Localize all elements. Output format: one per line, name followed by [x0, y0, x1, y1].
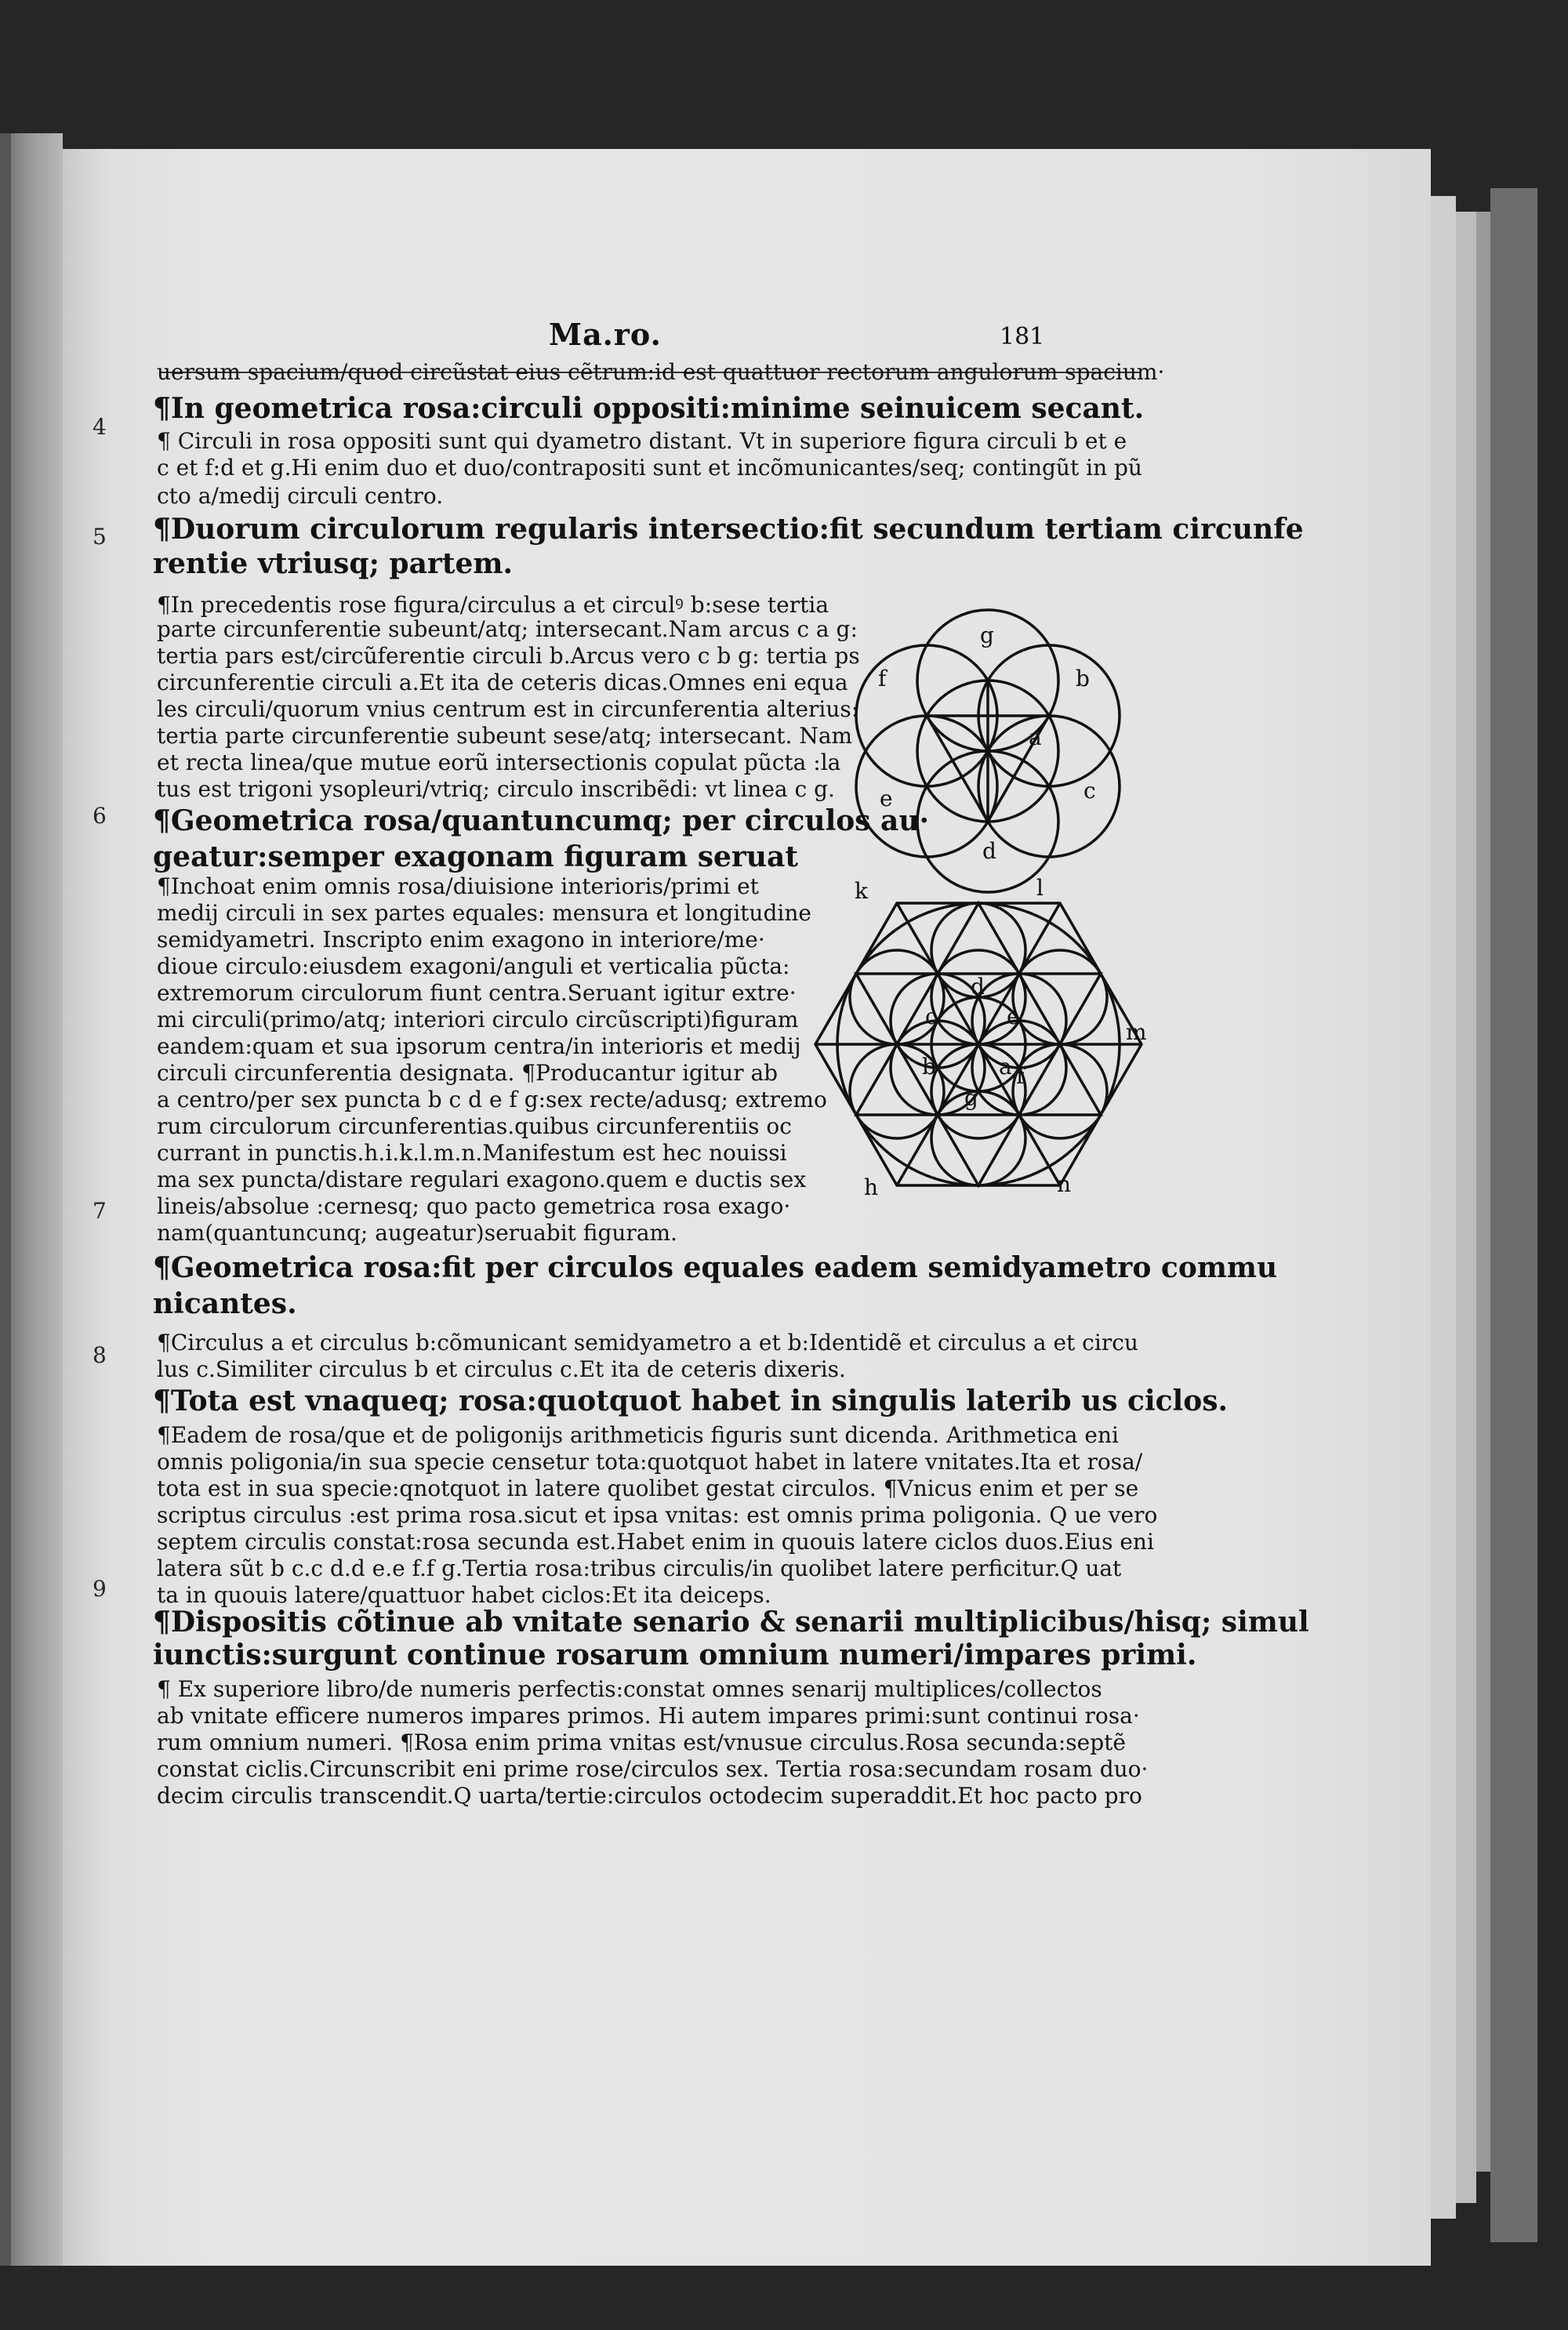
- text-line: tota est in sua specie:qnotquot in latere quolibet gestat circulos. ¶Vnicus enim et per se: [157, 1475, 1139, 1501]
- proposition-line: ¶Dispositis cõtinue ab vnitate senario & senarii multiplicibus/hisq; simul: [153, 1606, 1309, 1639]
- figure-label: a: [1029, 724, 1042, 750]
- text-line: tertia parte circunferentie subeunt sese/atq; intersecant. Nam: [157, 723, 853, 749]
- running-title: Ma.ro.: [549, 317, 662, 352]
- margin-number: 7: [93, 1198, 107, 1224]
- text-line: septem circulis constat:rosa secunda est.Habet enim in quouis latere ciclos duos.Eius eni: [157, 1529, 1154, 1555]
- text-line: tus est trigoni ysopleuri/vtriq; circulo inscribẽdi: vt linea c g.: [157, 776, 835, 802]
- figure-label: f: [1016, 1063, 1025, 1089]
- margin-number: 4: [93, 414, 107, 440]
- text-line: latera sũt b c.c d.d e.e f.f g.Tertia rosa:tribus circulis/in quolibet latere perficitur.Q uat: [157, 1555, 1122, 1581]
- rose-figure-2: [808, 875, 1168, 1207]
- text-line: ¶Inchoat enim omnis rosa/diuisione interioris/primi et: [157, 873, 759, 899]
- page-stack: [1456, 212, 1476, 2203]
- figure-label: g: [964, 1085, 978, 1111]
- proposition-line: geatur:semper exagonam figuram seruat: [153, 840, 799, 873]
- text-line: et recta linea/que mutue eorũ intersectionis copulat pũcta :la: [157, 749, 841, 775]
- binding-edge: [0, 133, 11, 2266]
- figure-label: e: [1007, 1003, 1020, 1029]
- text-line: circuli circunferentia designata. ¶Producantur igitur ab: [157, 1060, 779, 1086]
- margin-number: 5: [93, 524, 107, 550]
- text-line: tertia pars est/circũferentie circuli b.Arcus vero c b g: tertia ps: [157, 643, 860, 669]
- text-line: uersum spacium/quod circũstat eius cẽtrum:id est quattuor rectorum angulorum spacium·: [157, 359, 1165, 385]
- text-line: rum omnium numeri. ¶Rosa enim prima vnitas est/vnusue circulus.Rosa secunda:septẽ: [157, 1729, 1126, 1755]
- text-line: lus c.Similiter circulus b et circulus c.Et ita de ceteris dixeris.: [157, 1356, 846, 1382]
- figure-label: c: [925, 1003, 938, 1029]
- proposition-line: iunctis:surgunt continue rosarum omnium numeri/impares primi.: [153, 1639, 1197, 1671]
- margin-number: 8: [93, 1342, 107, 1368]
- proposition-line: ¶Duorum circulorum regularis intersectio:fit secundum tertiam circunfe: [153, 513, 1304, 546]
- text-line: cto a/medij circuli centro.: [157, 483, 444, 509]
- text-line: rum circulorum circunferentias.quibus circunferentiis oc: [157, 1113, 792, 1139]
- text-line: mi circuli(primo/atq; interiori circulo circũscripti)figuram: [157, 1007, 799, 1033]
- text-line: currant in punctis.h.i.k.l.m.n.Manifestum est hec nouissi: [157, 1140, 787, 1166]
- text-line: omnis poligonia/in sua specie censetur tota:quotquot habet in latere vnitates.Ita et rosa/: [157, 1449, 1143, 1475]
- figure-label: h: [864, 1174, 879, 1200]
- text-line: dioue circulo:eiusdem exagoni/anguli et verticalia pũcta:: [157, 953, 790, 979]
- text-line: lineis/absolue :cernesq; quo pacto gemetrica rosa exago·: [157, 1193, 791, 1219]
- margin-number: 6: [93, 803, 107, 829]
- text-line: circunferentie circuli a.Et ita de ceteris dicas.Omnes eni equa: [157, 670, 848, 695]
- text-line: les circuli/quorum vnius centrum est in circunferentia alterius:: [157, 696, 859, 722]
- text-line: extremorum circulorum fiunt centra.Seruant igitur extre·: [157, 980, 797, 1006]
- text-line: a centro/per sex puncta b c d e f g:sex recte/adusq; extremo: [157, 1087, 827, 1112]
- proposition-line: ¶Geometrica rosa/quantuncumq; per circulos au·: [153, 804, 930, 837]
- figure-label: n: [1057, 1171, 1072, 1197]
- figure-label: c: [1083, 778, 1096, 804]
- rose-figure-1: [823, 604, 1168, 902]
- page-stack: [1476, 212, 1490, 2172]
- book-cover-edge: [1490, 188, 1537, 2242]
- text-line: scriptus circulus :est prima rosa.sicut et ipsa vnitas: est omnis prima poligonia. Q ue vero: [157, 1502, 1158, 1528]
- text-line: ta in quouis latere/quattuor habet ciclos:Et ita deiceps.: [157, 1582, 771, 1608]
- figure-label: g: [980, 622, 994, 648]
- text-line: ab vnitate efficere numeros impares primos. Hi autem impares primi:sunt continui rosa·: [157, 1703, 1140, 1729]
- proposition-line: ¶Tota est vnaqueq; rosa:quotquot habet in singulis laterib us ciclos.: [153, 1385, 1229, 1417]
- figure-label: l: [1036, 875, 1044, 901]
- margin-number: 9: [93, 1576, 107, 1602]
- text-line: semidyametri. Inscripto enim exagono in interiore/me·: [157, 927, 765, 953]
- text-line: ma sex puncta/distare regulari exagono.quem e ductis sex: [157, 1167, 807, 1192]
- text-line: ¶Circulus a et circulus b:cõmunicant semidyametro a et b:Identidẽ et circulus a et circu: [157, 1330, 1138, 1356]
- text-line: decim circulis transcendit.Q uarta/tertie:circulos octodecim superaddit.Et hoc pacto pro: [157, 1783, 1142, 1809]
- text-line: nam(quantuncunq; augeatur)seruabit figuram.: [157, 1220, 677, 1246]
- figure-label: b: [1076, 666, 1090, 691]
- proposition-line: rentie vtriusq; partem.: [153, 547, 514, 580]
- proposition-line: ¶In geometrica rosa:circuli oppositi:minime seinuicem secant.: [153, 392, 1145, 425]
- proposition-line: nicantes.: [153, 1287, 297, 1320]
- figure-label: d: [982, 838, 996, 864]
- text-line: medij circuli in sex partes equales: mensura et longitudine: [157, 900, 811, 926]
- page-stack: [1431, 196, 1456, 2219]
- text-line: ¶Eadem de rosa/que et de poligonijs arithmeticis figuris sunt dicenda. Arithmetica eni: [157, 1422, 1119, 1448]
- text-line: ¶In precedentis rose figura/circulus a et circulꝰ b:sese tertia: [157, 592, 829, 618]
- text-line: parte circunferentie subeunt/atq; intersecant.Nam arcus c a g:: [157, 616, 858, 642]
- text-line: c et f:d et g.Hi enim duo et duo/contrapositi sunt et incõmunicantes/seq; contingũt in pũ: [157, 455, 1142, 481]
- text-line: constat ciclis.Circunscribit eni prime rose/circulos sex. Tertia rosa:secundam rosam duo·: [157, 1756, 1149, 1782]
- text-line: ¶ Circuli in rosa oppositi sunt qui dyametro distant. Vt in superiore figura circuli b et e: [157, 428, 1127, 454]
- proposition-line: ¶Geometrica rosa:fit per circulos equales eadem semidyametro commu: [153, 1251, 1278, 1284]
- figure-label: e: [880, 786, 893, 811]
- figure-label: a: [999, 1054, 1012, 1080]
- figure-label: k: [855, 878, 868, 904]
- figure-label: b: [922, 1054, 936, 1080]
- figure-label: f: [878, 666, 887, 691]
- figure-label: d: [971, 974, 985, 1000]
- text-line: ¶ Ex superiore libro/de numeris perfectis:constat omnes senarij multiplices/collectos: [157, 1676, 1102, 1702]
- figure-label: m: [1126, 1019, 1147, 1045]
- text-line: eandem:quam et sua ipsorum centra/in interioris et medij: [157, 1033, 801, 1059]
- folio-number: 181: [1000, 323, 1045, 350]
